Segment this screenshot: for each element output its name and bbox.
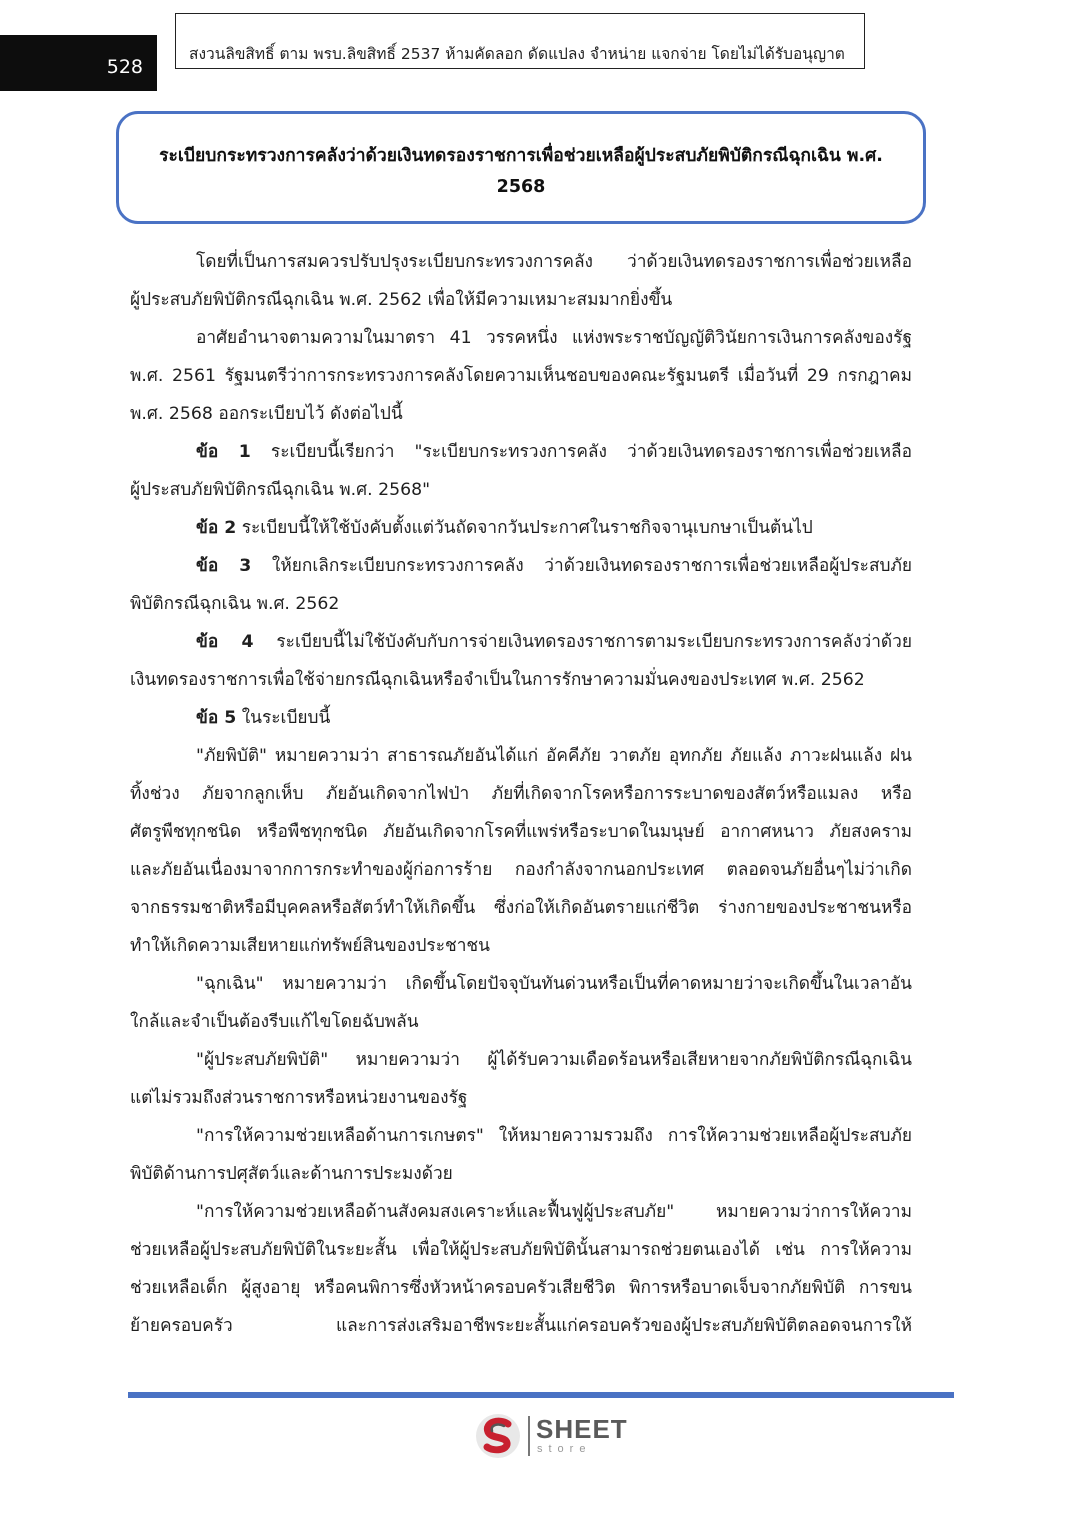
document-body	[130, 243, 912, 1345]
sheet-store-s-icon	[474, 1412, 522, 1460]
body-line: ผู้ประสบภัยพิบัติกรณีฉุกเฉิน พ.ศ. 2568"	[130, 480, 431, 500]
body-line: ใกล้และจำเป็นต้องรีบแก้ไขโดยฉับพลัน	[130, 1012, 419, 1032]
clause-5-label: ข้อ 5	[196, 708, 237, 728]
document-title-line-1: ระเบียบกระทรวงการคลังว่าด้วยเงินทดรองราชการเพื่อช่วยเหลือผู้ประสบภัยพิบัติกรณีฉุกเฉิน พ.ศ.	[159, 146, 883, 166]
body-line: "ภัยพิบัติ" หมายความว่า สาธารณภัยอันได้แก่ อัคคีภัย วาตภัย อุทกภัย ภัยแล้ง ภาวะฝนแล้ง ฝน	[196, 746, 912, 766]
clause-2-text: ระเบียบนี้ให้ใช้บังคับตั้งแต่วันถัดจากวันประกาศในราชกิจจานุเบกษาเป็นต้นไป	[236, 518, 813, 538]
clause-2-label: ข้อ 2	[196, 518, 237, 538]
clause-1-text: ระเบียบนี้เรียกว่า "ระเบียบกระทรวงการคลัง ว่าด้วยเงินทดรองราชการเพื่อช่วยเหลือ	[250, 442, 912, 462]
body-line: ช่วยเหลือเด็ก ผู้สูงอายุ หรือคนพิการซึ่งหัวหน้าครอบครัวเสียชีวิต พิการหรือบาดเจ็บจากภัยพิบัติ การขน	[130, 1278, 912, 1298]
sheet-store-logo	[474, 1410, 634, 1462]
page-number-box	[0, 35, 157, 91]
logo-subword: store	[537, 1443, 592, 1455]
body-line: ช่วยเหลือผู้ประสบภัยพิบัติในระยะสั้น เพื่อให้ผู้ประสบภัยพิบัตินั้นสามารถช่วยตนเองได้ เช่น การให้ความ	[130, 1240, 912, 1260]
footer-rule	[128, 1392, 954, 1398]
body-line: "ผู้ประสบภัยพิบัติ" หมายความว่า ผู้ได้รับความเดือดร้อนหรือเสียหายจากภัยพิบัติกรณีฉุกเฉิน	[196, 1050, 912, 1070]
clause-4	[130, 623, 912, 661]
document-title-box	[116, 111, 926, 224]
body-line: จากธรรมชาติหรือมีบุคคลหรือสัตว์ทำให้เกิดขึ้น ซึ่งก่อให้เกิดอันตรายแก่ชีวิต ร่างกายของประชาชนหรือ	[130, 898, 912, 918]
copyright-notice: สงวนลิขสิทธิ์ ตาม พรบ.ลิขสิทธิ์ 2537 ห้ามคัดลอก ดัดแปลง จำหน่าย แจกจ่าย โดยไม่ได้รับอนุญาต	[189, 45, 845, 63]
clause-3-label: ข้อ 3	[196, 556, 252, 576]
clause-3	[130, 547, 912, 585]
body-line: แต่ไม่รวมถึงส่วนราชการหรือหน่วยงานของรัฐ	[130, 1088, 468, 1108]
logo-divider	[528, 1416, 530, 1456]
copyright-notice-box	[175, 13, 865, 69]
clause-5-text: ในระเบียบนี้	[236, 708, 331, 728]
body-line: โดยที่เป็นการสมควรปรับปรุงระเบียบกระทรวงการคลัง ว่าด้วยเงินทดรองราชการเพื่อช่วยเหลือ	[196, 252, 912, 272]
body-line: พ.ศ. 2561 รัฐมนตรีว่าการกระทรวงการคลังโดยความเห็นชอบของคณะรัฐมนตรี เมื่อวันที่ 29 กรกฎาคม	[130, 366, 912, 386]
clause-1-label: ข้อ 1	[196, 442, 251, 462]
clause-4-label: ข้อ 4	[196, 632, 254, 652]
body-line: ทำให้เกิดความเสียหายแก่ทรัพย์สินของประชาชน	[130, 936, 490, 956]
body-line: และภัยอันเนื่องมาจากการกระทำของผู้ก่อการร้าย กองกำลังจากนอกประเทศ ตลอดจนภัยอื่นๆไม่ว่าเกิด	[130, 860, 912, 880]
document-title-line-2: 2568	[496, 177, 546, 197]
body-line: พ.ศ. 2568 ออกระเบียบไว้ ดังต่อไปนี้	[130, 404, 403, 424]
clause-2	[130, 509, 912, 547]
clause-3-text: ให้ยกเลิกระเบียบกระทรวงการคลัง ว่าด้วยเงินทดรองราชการเพื่อช่วยเหลือผู้ประสบภัย	[251, 556, 912, 576]
body-line: ย้ายครอบครัว และการส่งเสริมอาชีพระยะสั้นแก่ครอบครัวของผู้ประสบภัยพิบัติตลอดจนการให้	[130, 1316, 912, 1336]
body-line: อาศัยอำนาจตามความในมาตรา 41 วรรคหนึ่ง แห่งพระราชบัญญัติวินัยการเงินการคลังของรัฐ	[196, 328, 912, 348]
body-line: "การให้ความช่วยเหลือด้านการเกษตร" ให้หมายความรวมถึง การให้ความช่วยเหลือผู้ประสบภัย	[196, 1126, 912, 1146]
body-line: "ฉุกเฉิน" หมายความว่า เกิดขึ้นโดยปัจจุบันทันด่วนหรือเป็นที่คาดหมายว่าจะเกิดขึ้นในเวลาอัน	[196, 974, 912, 994]
body-line: พิบัติด้านการปศุสัตว์และด้านการประมงด้วย	[130, 1164, 453, 1184]
body-line: ทิ้งช่วง ภัยจากลูกเห็บ ภัยอันเกิดจากไฟป่า ภัยที่เกิดจากโรคหรือการระบาดของสัตว์หรือแมลง หรือ	[130, 784, 912, 804]
clause-1	[130, 433, 912, 471]
body-line: พิบัติกรณีฉุกเฉิน พ.ศ. 2562	[130, 594, 340, 614]
clause-5	[130, 699, 912, 737]
page-number: 528	[106, 56, 143, 78]
logo-word: SHEET	[536, 1414, 628, 1444]
body-line: ผู้ประสบภัยพิบัติกรณีฉุกเฉิน พ.ศ. 2562 เพื่อให้มีความเหมาะสมมากยิ่งขึ้น	[130, 290, 673, 310]
body-line: ศัตรูพืชทุกชนิด หรือพืชทุกชนิด ภัยอันเกิดจากโรคที่แพร่หรือระบาดในมนุษย์ อากาศหนาว ภัยสงคราม	[130, 822, 912, 842]
body-line: "การให้ความช่วยเหลือด้านสังคมสงเคราะห์และฟื้นฟูผู้ประสบภัย" หมายความว่าการให้ความ	[196, 1202, 912, 1222]
body-line: เงินทดรองราชการเพื่อใช้จ่ายกรณีฉุกเฉินหรือจำเป็นในการรักษาความมั่นคงของประเทศ พ.ศ. 2562	[130, 670, 865, 690]
clause-4-text: ระเบียบนี้ไม่ใช้บังคับกับการจ่ายเงินทดรองราชการตามระเบียบกระทรวงการคลังว่าด้วย	[253, 632, 912, 652]
